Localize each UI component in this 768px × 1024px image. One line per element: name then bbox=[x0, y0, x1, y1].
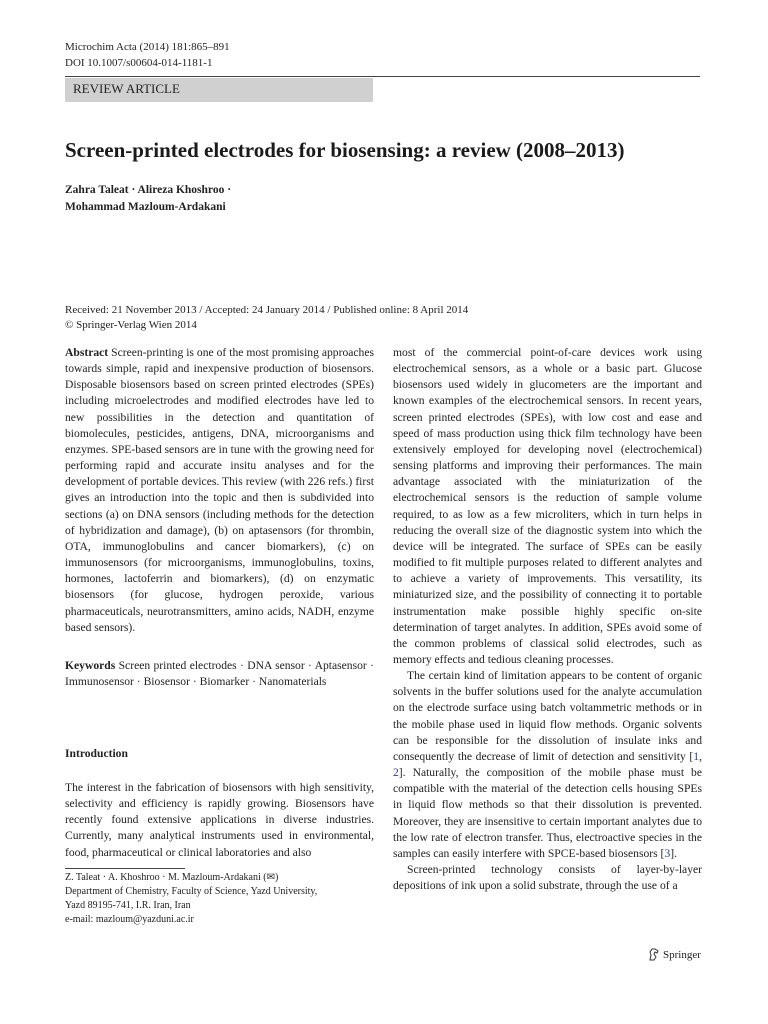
introduction-text: The interest in the fabrication of biosensors with high sensitivity, selectivity and efficiency is rapidly growing. Biosensors have recently found extensive applications in diverse industries. Currently, many analytical instruments used in environmental, food, pharmaceutical or clinical laboratories and also bbox=[65, 781, 374, 859]
keywords-label: Keywords bbox=[65, 659, 116, 672]
header-rule bbox=[65, 76, 700, 77]
introduction-heading: Introduction bbox=[65, 747, 128, 760]
publisher-name: Springer bbox=[663, 948, 701, 961]
citation-3[interactable]: 3 bbox=[664, 846, 671, 860]
copyright: © Springer-Verlag Wien 2014 bbox=[65, 319, 197, 331]
publication-dates bbox=[65, 303, 468, 333]
doi[interactable]: DOI 10.1007/s00604-014-1181-1 bbox=[65, 56, 213, 69]
paragraph-2-text-a: The certain kind of limitation appears to be content of organic solvents in the buffer solutions used for the analyte accumulation on the electrode surface using batch voltammetric methods or in the mobile phase used in liquid flow methods. Organic solvents can be responsible for the dissolution of insulate inks and consequently the decrease of limit of detection and sensitivity [ bbox=[393, 669, 702, 763]
author-line-1: Zahra Taleat · Alireza Khoshroo · bbox=[65, 184, 232, 196]
author-footnote bbox=[65, 871, 317, 927]
author-list bbox=[65, 182, 231, 215]
introduction-body bbox=[65, 780, 374, 861]
paragraph-2-text-c: ]. bbox=[670, 846, 677, 860]
footnote-email[interactable]: e-mail: mazloum@yazduni.ac.ir bbox=[65, 914, 194, 925]
footnote-dept: Department of Chemistry, Faculty of Science, Yazd University, bbox=[65, 886, 318, 897]
abstract bbox=[65, 345, 374, 636]
paper-title: Screen-printed electrodes for biosensing: a review (2008–2013) bbox=[65, 138, 625, 162]
citation-sep: , bbox=[699, 749, 702, 763]
paragraph-2-text-b: ]. Naturally, the composition of the mobile phase must be compatible with the material of the detection cells housing SPEs in liquid flow methods so that their dissolution is prevented. Moreover, they are insensitive to certain important analytes due to the low rate of electron transfer. Thus, electroactive species in the samples can easily interfere with SPCE-based biosensors [ bbox=[393, 766, 702, 860]
springer-horse-icon bbox=[648, 948, 660, 961]
publisher-logo bbox=[648, 948, 701, 961]
paragraph-3: Screen-printed technology consists of layer-by-layer depositions of ink upon a solid substrate, through the use of a bbox=[393, 863, 702, 893]
right-column bbox=[393, 345, 702, 894]
abstract-label: Abstract bbox=[65, 346, 109, 359]
journal-citation: Microchim Acta (2014) 181:865–891 bbox=[65, 41, 230, 53]
paragraph-2 bbox=[393, 668, 702, 862]
author-line-2: Mohammad Mazloum-Ardakani bbox=[65, 200, 226, 213]
date-history: Received: 21 November 2013 / Accepted: 24 January 2014 / Published online: 8 April 2014 bbox=[65, 304, 469, 316]
abstract-text: Screen-printing is one of the most promising approaches towards simple, rapid and inexpensive production of biosensors. Disposable biosensors based on screen printed electrodes (SPEs) including microelectrodes and modified electrodes have led to new possibilities in the detection and quantitation of biomolecules, pesticides, antigens, DNA, microorganisms and enzymes. SPE-based sensors are in tune with the growing need for performing rapid and accurate insitu analyses and for the development of portable devices. This review (with 226 refs.) first gives an introduction into the topic and then is subdivided into sections (a) on DNA sensors (including methods for the detection of hybridization and damage), (b) on aptasensors (for thrombin, OTA, immunoglobulins and cancer biomarkers), (c) on immunosensors (for microorganisms, immunoglobulins, toxins, hormones, lactoferrin and biomarkers), (d) on enzymatic biosensors (for glucose, hydrogen peroxide, various pharmaceuticals, neurotransmitters, amino acids, NADH, enzyme based sensors). bbox=[65, 346, 374, 634]
citation-2[interactable]: 2 bbox=[393, 766, 399, 780]
footnote-rule bbox=[65, 868, 185, 869]
article-type-badge: REVIEW ARTICLE bbox=[65, 78, 373, 102]
footnote-address: Yazd 89195-741, I.R. Iran, Iran bbox=[65, 900, 191, 911]
journal-meta bbox=[65, 40, 230, 71]
citation-1[interactable]: 1 bbox=[693, 749, 700, 763]
footnote-authors: Z. Taleat · A. Khoshroo · M. Mazloum-Ardakani (✉) bbox=[65, 872, 279, 883]
keywords bbox=[65, 658, 374, 690]
keywords-text: Screen printed electrodes · DNA sensor · Aptasensor · Immunosensor · Biosensor · Biomarker · Nanomaterials bbox=[65, 659, 374, 689]
paragraph-1: most of the commercial point-of-care devices work using electrochemical sensors, as a whole or a basic part. Glucose biosensors used widely in glucometers are the important and known examples of the electrochemical sensors. In recent years, screen printed electrodes (SPEs), with low cost and ease and speed of mass production using thick film technology have been extensively employed for developing novel (electrochemical) sensing platforms and improving their performances. The main advantage associated with the miniaturization of the electrochemical sensors is the reduction of sample volume required, to as low as a few microliters, which in turn helps in reducing the overall size of the diagnostic system into which the device will be integrated. The surface of SPEs can be easily modified to fit multiple purposes related to different analytes and to achieve a variety of improvements. This versatility, its miniaturized size, and the possibility of connecting it to portable instrumentation make possible highly specific on-site determination of target analytes. In addition, SPEs avoid some of the common problems of classical solid electrodes, such as memory effects and tedious cleaning processes. bbox=[393, 346, 702, 666]
